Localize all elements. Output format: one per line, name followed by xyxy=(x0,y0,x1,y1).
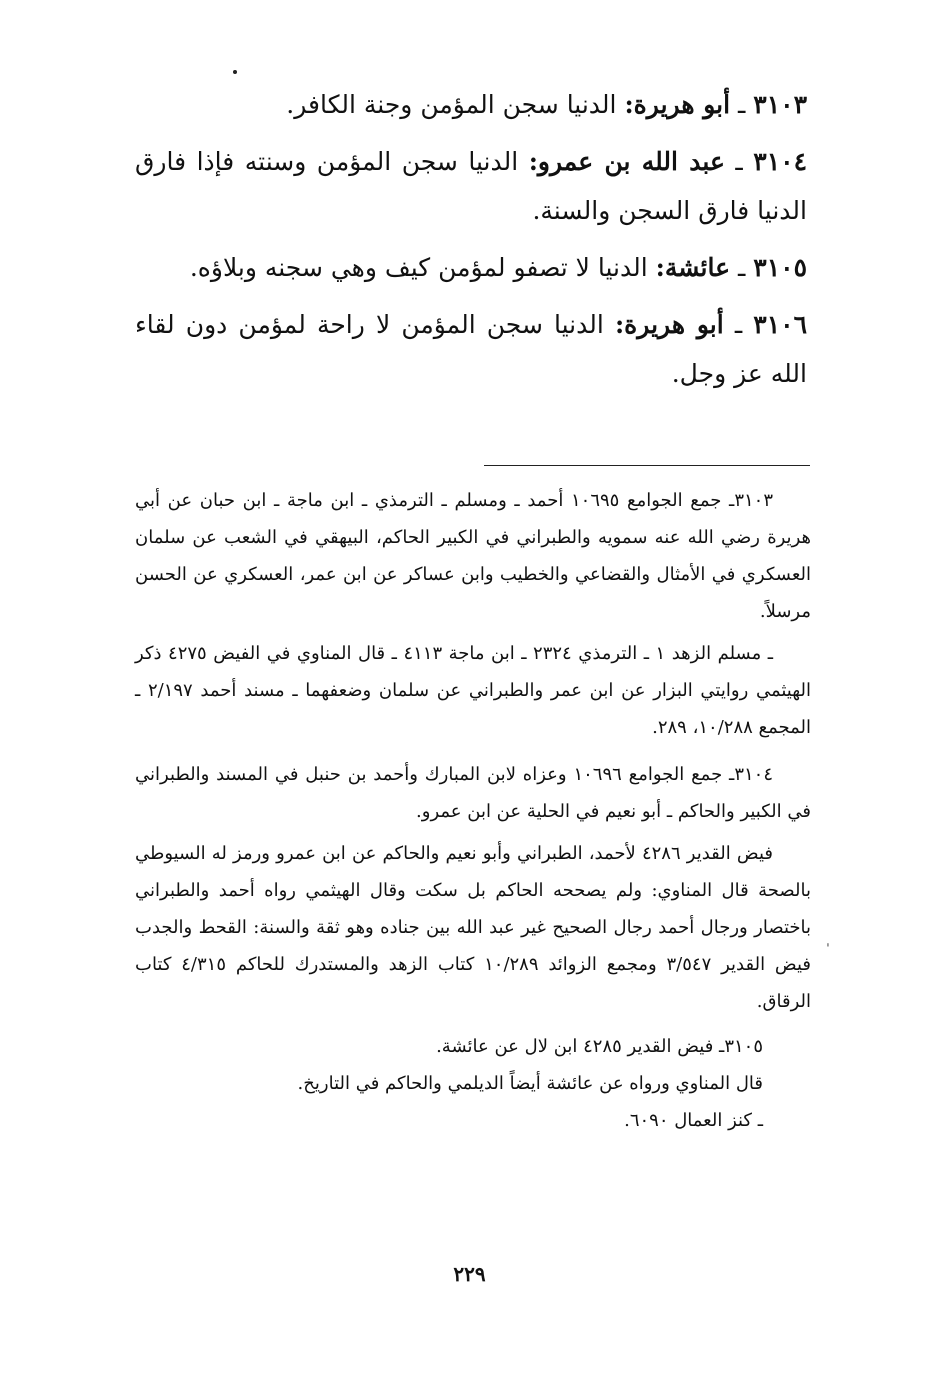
dash: ـ xyxy=(730,253,746,282)
footnote-3104-references: فيض القدير ٤٢٨٦ لأحمد، الطبراني وأبو نعيم والحاكم عن ابن عمرو ورمز له السيوطي بالصحة قال المناوي: ولم يصححه الحاكم بل سكت وقال الهيثمي رواه أحمد والطبراني باختصار ورجال أحمد رجال الصحيح غير عبد الله بين جناده وهو ثقة والسنة: القحط والجدب فيض القدير ٣/٥٤٧ ومجمع الزوائد ١٠/٢٨٩ كتاب الزهد والمستدرك للحاكم ٤/٣١٥ كتاب الرقاق. xyxy=(135,843,811,1012)
dash: ـ xyxy=(723,310,743,339)
entry-text: الدنيا سجن المؤمن وجنة الكافر. xyxy=(286,90,617,119)
entry-number: ٣١٠٥ xyxy=(753,253,807,282)
margin-mark: ˈ xyxy=(826,942,830,958)
ink-dot xyxy=(233,70,237,74)
footnote-3105-block xyxy=(135,1028,763,1139)
footnote-3103-sources: ٣١٠٣ـ جمع الجوامع ١٠٦٩٥ أحمد ـ ومسلم ـ الترمذي ـ ابن ماجة ـ ابن حبان عن أبي هريرة رضي الله عنه سمويه والطبراني في الكبير الحاكم، البيهقي في الشعب عن سلمان العسكري في الأمثال والقضاعي والخطيب وابن عساكر عن ابن عمر، العسكري عن الحسن مرسلاً. xyxy=(135,490,811,622)
footnote-separator xyxy=(484,465,810,466)
entry-narrator: عبد الله بن عمرو: xyxy=(528,147,725,176)
page-number: ٢٢٩ xyxy=(453,1262,486,1286)
hadith-entries xyxy=(135,80,807,406)
dash: ـ xyxy=(730,90,746,119)
entry-text: الدنيا سجن المؤمن وسنته فإذا فارق الدنيا فارق السجن والسنة. xyxy=(135,147,807,225)
entry-narrator: أبو هريرة: xyxy=(624,90,731,119)
entry-narrator: أبو هريرة: xyxy=(614,310,724,339)
footnotes xyxy=(135,482,811,1139)
entry-text: الدنيا سجن المؤمن لا راحة لمؤمن دون لقاء الله عز وجل. xyxy=(135,310,807,388)
entry-narrator: عائشة: xyxy=(655,253,731,282)
footnote-3105-sources: ٣١٠٥ـ فيض القدير ٤٢٨٥ ابن لال عن عائشة. xyxy=(436,1036,763,1057)
footnote-3104-sources: ٣١٠٤ـ جمع الجوامع ١٠٦٩٦ وعزاه لابن المبارك وأحمد بن حنبل في المسند والطبراني في الكبير والحاكم ـ أبو نعيم في الحلية عن ابن عمرو. xyxy=(135,764,811,822)
dash: ـ xyxy=(724,147,743,176)
footnote-3105-reference: ـ كنز العمال ٦٠٩٠. xyxy=(624,1110,763,1131)
hadith-entry-3106 xyxy=(135,300,807,398)
entry-text: الدنيا لا تصفو لمؤمن كيف وهي سجنه وبلاؤه. xyxy=(189,253,648,282)
entry-number: ٣١٠٦ xyxy=(753,310,807,339)
hadith-entry-3105 xyxy=(135,243,807,292)
entry-number: ٣١٠٤ xyxy=(753,147,808,176)
footnote-3103-references: ـ مسلم الزهد ١ ـ الترمذي ٢٣٢٤ ـ ابن ماجة ٤١١٣ ـ قال المناوي في الفيض ٤٢٧٥ ذكر الهيثمي روايتي البزار عن ابن عمر والطبراني عن سلمان وضعفهما ـ مسند أحمد ٢/١٩٧ ـ المجمع ١٠/٢٨٨، ٢٨٩. xyxy=(135,643,811,738)
hadith-entry-3103 xyxy=(135,80,807,129)
hadith-entry-3104 xyxy=(135,137,807,235)
entry-number: ٣١٠٣ xyxy=(753,90,807,119)
footnote-3105-commentary: قال المناوي ورواه عن عائشة أيضاً الديلمي والحاكم في التاريخ. xyxy=(297,1073,763,1094)
